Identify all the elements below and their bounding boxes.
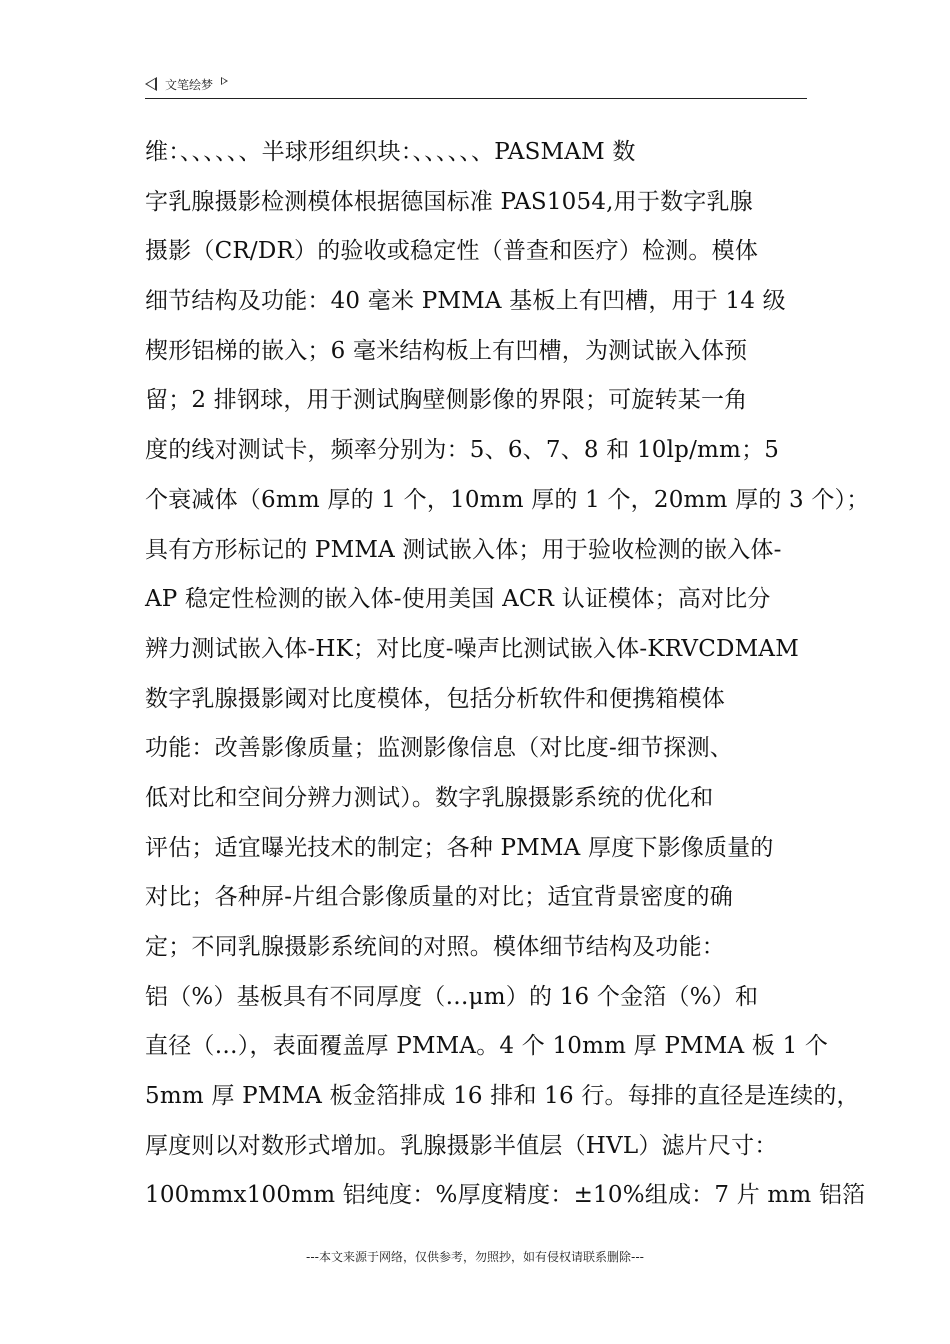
text-line: 定；不同乳腺摄影系统间的对照。模体细节结构及功能： xyxy=(145,934,725,960)
text-line: 留；2 排钢球，用于测试胸壁侧影像的界限；可旋转某一角 xyxy=(145,387,748,414)
text-line: 具有方形标记的 PMMA 测试嵌入体；用于验收检测的嵌入体- xyxy=(145,536,782,563)
text-line: 数字乳腺摄影阈对比度模体，包括分析软件和便携箱模体 xyxy=(145,685,725,712)
document-body xyxy=(145,128,870,1221)
text-line: 铝（%）基板具有不同厚度（…μm）的 16 个金箔（%）和 xyxy=(145,983,759,1010)
text-line: 度的线对测试卡，频率分别为：5、6、7、8 和 10lp/mm；5 xyxy=(145,437,780,464)
text-line: 个衰减体（6mm 厚的 1 个，10mm 厚的 1 个，20mm 厚的 3 个）； xyxy=(145,486,870,513)
text-line: 摄影（CR/DR）的验收或稳定性（普查和医疗）检测。模体 xyxy=(145,238,759,265)
triangle-left-icon xyxy=(145,77,157,91)
text-line: 厚度则以对数形式增加。乳腺摄影半值层（HVL）滤片尺寸： xyxy=(145,1132,778,1159)
text-line: 楔形铝梯的嵌入；6 毫米结构板上有凹槽，为测试嵌入体预 xyxy=(145,337,748,364)
page-header xyxy=(145,74,807,99)
text-line: 功能：改善影像质量；监测影像信息（对比度-细节探测、 xyxy=(145,735,733,762)
text-line: 细节结构及功能：40 毫米 PMMA 基板上有凹槽，用于 14 级 xyxy=(145,288,786,315)
text-line: 评估；适宜曝光技术的制定；各种 PMMA 厚度下影像质量的 xyxy=(145,834,774,861)
footer-notice: ---本文来源于网络，仅供参考，勿照抄，如有侵权请联系删除--- xyxy=(306,1250,644,1264)
text-line: 低对比和空间分辨力测试）。数字乳腺摄影系统的优化和 xyxy=(145,784,714,811)
triangle-right-icon xyxy=(221,77,228,85)
header-title: 文笔绘梦 xyxy=(165,77,214,92)
text-line: 字乳腺摄影检测模体根据德国标准 PAS1054,用于数字乳腺 xyxy=(145,188,753,215)
text-line: 直径（…），表面覆盖厚 PMMA。4 个 10mm 厚 PMMA 板 1 个 xyxy=(145,1033,829,1060)
text-line: 100mmx100mm 铝纯度：%厚度精度：±10%组成：7 片 mm 铝箔 xyxy=(145,1182,866,1209)
text-line: 5mm 厚 PMMA 板金箔排成 16 排和 16 行。每排的直径是连续的， xyxy=(145,1083,860,1110)
text-line: 对比；各种屏-片组合影像质量的对比；适宜背景密度的确 xyxy=(145,884,733,911)
text-line: 维：、、、、、、半球形组织块：、、、、、、PASMAM 数 xyxy=(145,139,636,165)
text-line: AP 稳定性检测的嵌入体-使用美国 ACR 认证模体；高对比分 xyxy=(145,586,771,613)
text-line: 辨力测试嵌入体-HK；对比度-噪声比测试嵌入体-KRVCDMAM xyxy=(145,635,799,662)
